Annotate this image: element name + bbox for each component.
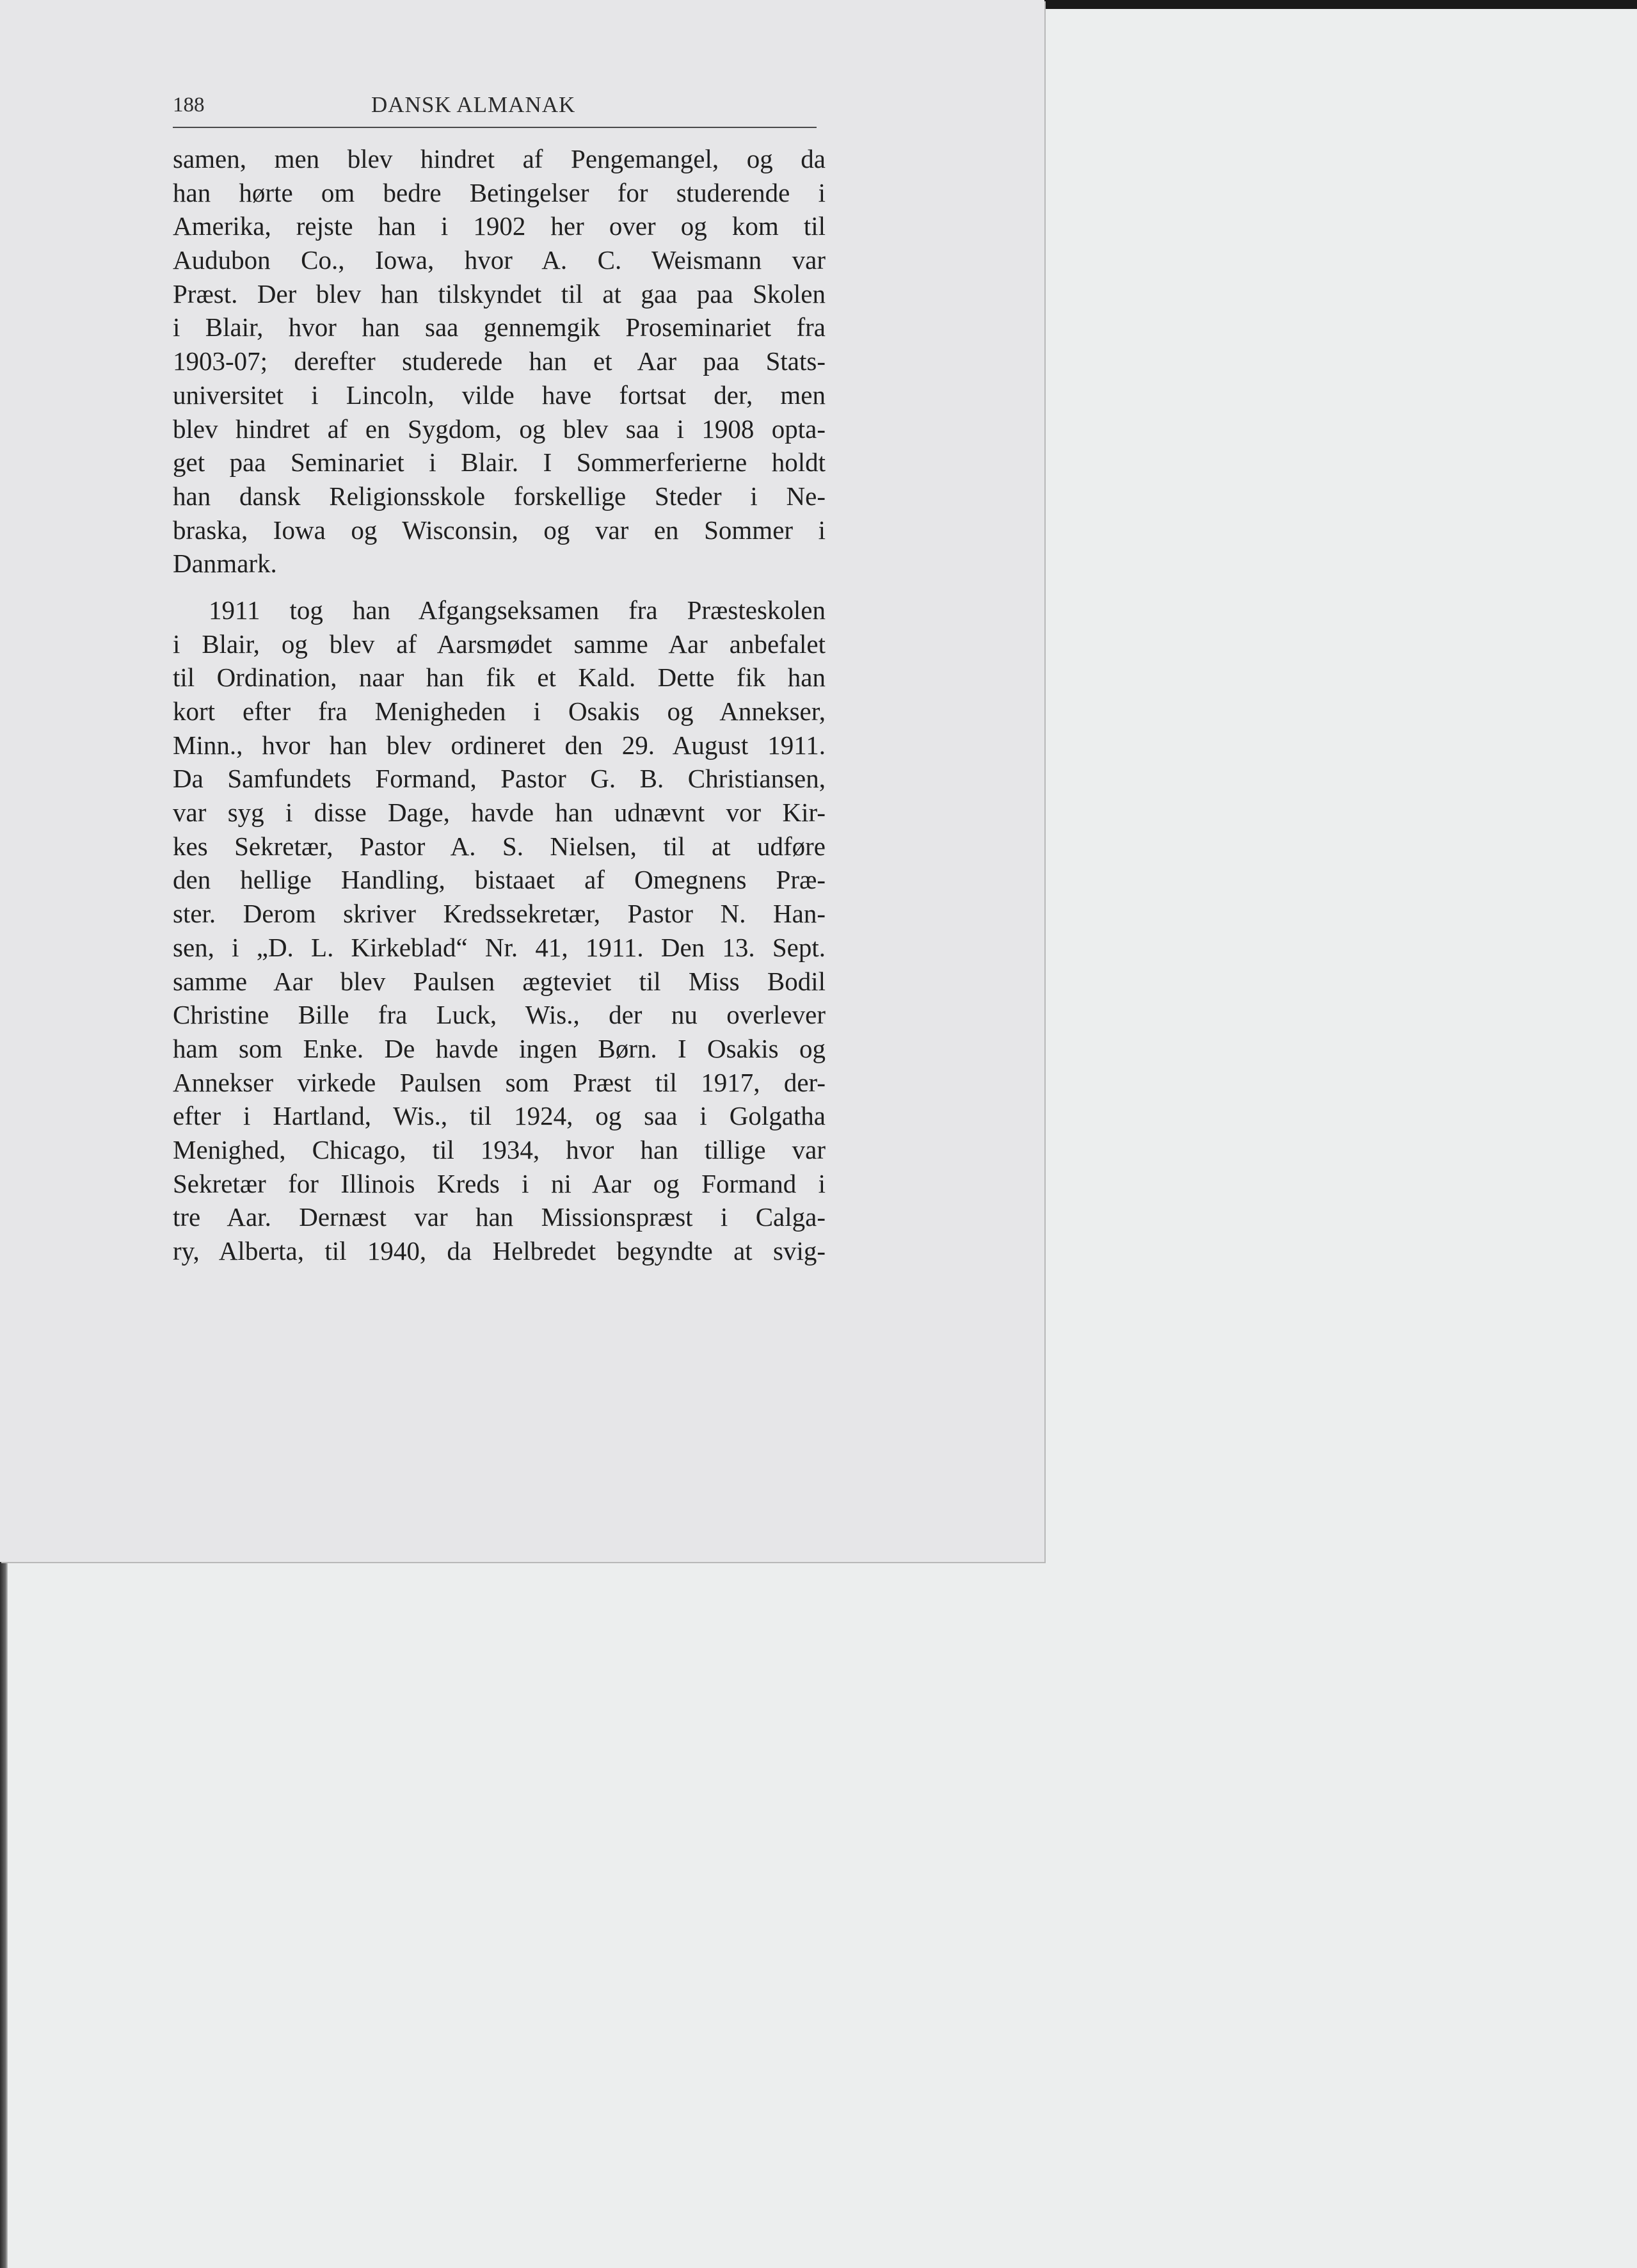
text-line: Danmark. xyxy=(173,549,277,579)
paragraph-2 xyxy=(173,593,826,1268)
text-line: i Blair, og blev af Aarsmødet samme Aar anbefalet xyxy=(173,629,826,659)
text-line: ry, Alberta, til 1940, da Helbredet begyndte at svig- xyxy=(173,1236,826,1266)
text-line: han hørte om bedre Betingelser for studerende i xyxy=(173,177,826,207)
text-line: Annekser virkede Paulsen som Præst til 1917, der- xyxy=(173,1067,826,1097)
text-line: i Blair, hvor han saa gennemgik Proseminariet fra xyxy=(173,312,826,342)
scanner-edge-left xyxy=(0,1562,8,2268)
text-line: efter i Hartland, Wis., til 1924, og saa i Golgatha xyxy=(173,1101,826,1131)
text-line: braska, Iowa og Wisconsin, og var en Sommer i xyxy=(173,515,826,545)
paragraph-1 xyxy=(173,142,826,581)
scanned-page xyxy=(0,0,1044,1562)
text-line: Christine Bille fra Luck, Wis., der nu overlever xyxy=(173,1000,826,1030)
text-line: blev hindret af en Sygdom, og blev saa i 1908 opta- xyxy=(173,414,826,444)
page-number: 188 xyxy=(173,93,205,117)
text-line: Menighed, Chicago, til 1934, hvor han tillige var xyxy=(173,1134,826,1164)
text-line: universitet i Lincoln, vilde have fortsat der, men xyxy=(173,380,826,410)
text-line: Amerika, rejste han i 1902 her over og kom til xyxy=(173,211,826,241)
body-text xyxy=(173,142,826,1268)
scanner-edge-top xyxy=(1043,0,1637,9)
text-line: Sekretær for Illinois Kreds i ni Aar og Formand i xyxy=(173,1168,826,1198)
text-line: samme Aar blev Paulsen ægteviet til Miss Bodil xyxy=(173,966,826,996)
text-line: Da Samfundets Formand, Pastor G. B. Christiansen, xyxy=(173,764,826,794)
text-line: 1911 tog han Afgangseksamen fra Præsteskolen xyxy=(209,595,826,625)
text-line: ster. Derom skriver Kredssekretær, Pastor N. Han- xyxy=(173,899,826,929)
text-line: kes Sekretær, Pastor A. S. Nielsen, til at udføre xyxy=(173,831,826,861)
text-line: samen, men blev hindret af Pengemangel, og da xyxy=(173,144,826,173)
running-title: DANSK ALMANAK xyxy=(371,92,576,117)
text-line: han dansk Religionsskole forskellige Steder i Ne- xyxy=(173,481,826,511)
text-line: Audubon Co., Iowa, hvor A. C. Weismann var xyxy=(173,245,826,275)
text-line: Minn., hvor han blev ordineret den 29. August 1911. xyxy=(173,730,826,760)
text-line: til Ordination, naar han fik et Kald. Dette fik han xyxy=(173,663,826,693)
text-line: get paa Seminariet i Blair. I Sommerferierne holdt xyxy=(173,447,826,478)
running-head xyxy=(173,88,817,128)
text-line: sen, i „D. L. Kirkeblad“ Nr. 41, 1911. Den 13. Sept. xyxy=(173,932,826,962)
text-line: den hellige Handling, bistaaet af Omegnens Præ- xyxy=(173,865,826,895)
text-line: Præst. Der blev han tilskyndet til at gaa paa Skolen xyxy=(173,278,826,309)
text-line: ham som Enke. De havde ingen Børn. I Osakis og xyxy=(173,1033,826,1063)
text-line: 1903-07; derefter studerede han et Aar paa Stats- xyxy=(173,346,826,376)
text-line: kort efter fra Menigheden i Osakis og Annekser, xyxy=(173,696,826,726)
text-line: tre Aar. Dernæst var han Missionspræst i Calga- xyxy=(173,1202,826,1232)
text-line: var syg i disse Dage, havde han udnævnt vor Kir- xyxy=(173,798,826,828)
